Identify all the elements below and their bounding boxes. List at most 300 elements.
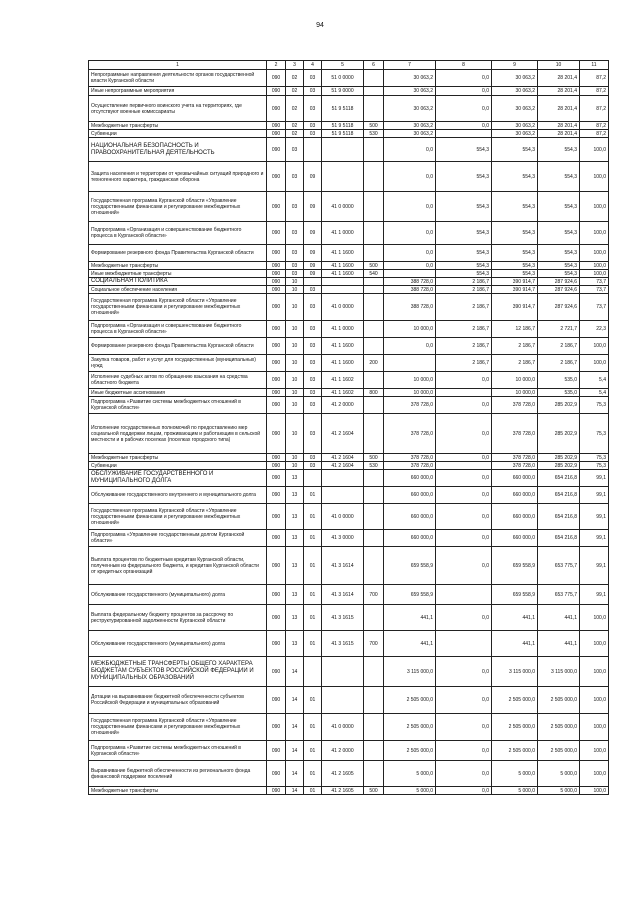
value-col-7: 378 728,0: [384, 462, 436, 470]
table-row: [89, 138, 609, 162]
value-col-10: 441,1: [538, 631, 580, 657]
code-section: 13: [286, 504, 304, 530]
value-col-11: 99,1: [580, 487, 609, 504]
code-subsection: 01: [304, 487, 322, 504]
row-name: Непрограммные направления деятельности органов государственной власти Курганской области: [89, 70, 267, 87]
value-col-11: 73,7: [580, 278, 609, 286]
value-col-11: 100,0: [580, 714, 609, 741]
value-col-8: 0,0: [436, 504, 492, 530]
code-subsection: 01: [304, 714, 322, 741]
value-col-8: 554,3: [436, 192, 492, 222]
table-row: [89, 294, 609, 321]
code-expense-type: 800: [364, 389, 384, 397]
table-row: [89, 245, 609, 262]
code-target: 41 1 1602: [322, 389, 364, 397]
code-expense-type: [364, 245, 384, 262]
row-name: Государственная программа Курганской области «Управление государственными финансами и регулирование межбюджетных отношений»: [89, 714, 267, 741]
row-name: Иные бюджетные ассигнования: [89, 389, 267, 397]
code-subsection: 03: [304, 87, 322, 96]
code-ministry: 090: [267, 70, 286, 87]
value-col-10: 2 505 000,0: [538, 714, 580, 741]
value-col-7: 388 728,0: [384, 278, 436, 286]
code-section: 02: [286, 130, 304, 138]
table-row: [89, 162, 609, 192]
table-row: [89, 130, 609, 138]
code-section: 10: [286, 372, 304, 389]
value-col-11: 99,1: [580, 547, 609, 585]
row-name: Государственная программа Курганской области «Управление государственными финансами и регулирование межбюджетных отношений»: [89, 192, 267, 222]
row-name: СОЦИАЛЬНАЯ ПОЛИТИКА: [89, 278, 267, 286]
value-col-7: 30 063,2: [384, 87, 436, 96]
value-col-9: 2 186,7: [492, 338, 538, 355]
row-name: Подпрограмма «Развитие системы межбюджетных отношений в Курганской области»: [89, 397, 267, 414]
code-section: 10: [286, 321, 304, 338]
code-subsection: [304, 470, 322, 487]
row-name: Государственная программа Курганской области «Управление государственными финансами и регулирование межбюджетных отношений»: [89, 504, 267, 530]
code-ministry: 090: [267, 470, 286, 487]
value-col-10: 535,0: [538, 372, 580, 389]
value-col-8: 2 186,7: [436, 286, 492, 294]
code-ministry: 090: [267, 122, 286, 130]
value-col-10: 5 000,0: [538, 787, 580, 795]
value-col-10: 653 775,7: [538, 547, 580, 585]
value-col-7: 0,0: [384, 338, 436, 355]
value-col-8: 2 186,7: [436, 321, 492, 338]
code-expense-type: 500: [364, 122, 384, 130]
value-col-7: 378 728,0: [384, 454, 436, 462]
value-col-9: 378 728,0: [492, 462, 538, 470]
code-section: 03: [286, 262, 304, 270]
table-row: [89, 355, 609, 372]
value-col-10: 287 924,6: [538, 294, 580, 321]
table-row: [89, 470, 609, 487]
code-target: 41 1 1600: [322, 245, 364, 262]
value-col-8: [436, 631, 492, 657]
row-name: Выплата процентов по бюджетным кредитам Курганской области, полученным из федерального бюджета, и кредитам Курганской области от кредитных организаций: [89, 547, 267, 585]
value-col-9: 660 000,0: [492, 470, 538, 487]
column-header: 2: [267, 61, 286, 70]
code-expense-type: [364, 286, 384, 294]
code-ministry: 090: [267, 372, 286, 389]
table-row: [89, 122, 609, 130]
code-section: 13: [286, 487, 304, 504]
code-section: 10: [286, 454, 304, 462]
code-ministry: 090: [267, 787, 286, 795]
value-col-10: 554,3: [538, 245, 580, 262]
code-section: 10: [286, 414, 304, 454]
value-col-10: 654 216,8: [538, 470, 580, 487]
code-target: [322, 487, 364, 504]
value-col-11: 100,0: [580, 138, 609, 162]
table-row: [89, 222, 609, 245]
row-name: Выравнивание бюджетной обеспеченности из регионального фонда финансовой поддержки поселений: [89, 761, 267, 787]
value-col-9: 554,3: [492, 138, 538, 162]
value-col-10: 3 115 000,0: [538, 657, 580, 687]
table-row: [89, 714, 609, 741]
code-target: 41 2 1604: [322, 414, 364, 454]
table-row: [89, 414, 609, 454]
value-col-11: 99,1: [580, 530, 609, 547]
value-col-10: 28 201,4: [538, 70, 580, 87]
value-col-8: [436, 585, 492, 605]
code-target: 51 0 0000: [322, 70, 364, 87]
code-target: [322, 162, 364, 192]
row-name: Межбюджетные трансферты: [89, 262, 267, 270]
value-col-9: 390 914,7: [492, 286, 538, 294]
code-expense-type: [364, 714, 384, 741]
value-col-11: 100,0: [580, 270, 609, 278]
table-row: [89, 87, 609, 96]
value-col-7: 10 000,0: [384, 321, 436, 338]
value-col-8: 554,3: [436, 222, 492, 245]
row-name: Осуществление первичного воинского учета на территориях, где отсутствуют военные комиссариаты: [89, 96, 267, 122]
value-col-11: 100,0: [580, 355, 609, 372]
value-col-10: 285 202,9: [538, 414, 580, 454]
value-col-8: 2 186,7: [436, 294, 492, 321]
value-col-7: 441,1: [384, 631, 436, 657]
value-col-10: 2 505 000,0: [538, 687, 580, 714]
row-name: ОБСЛУЖИВАНИЕ ГОСУДАРСТВЕННОГО И МУНИЦИПАЛЬНОГО ДОЛГА: [89, 470, 267, 487]
value-col-10: 554,3: [538, 270, 580, 278]
code-subsection: [304, 138, 322, 162]
code-target: [322, 657, 364, 687]
value-col-9: 30 063,2: [492, 130, 538, 138]
code-subsection: 03: [304, 338, 322, 355]
value-col-7: 5 000,0: [384, 787, 436, 795]
row-name: Выплата федеральному бюджету процентов за рассрочку по реструктурированной задолженности Курганской области: [89, 605, 267, 631]
code-expense-type: [364, 657, 384, 687]
row-name: Формирование резервного фонда Правительства Курганской области: [89, 338, 267, 355]
value-col-7: 659 558,9: [384, 547, 436, 585]
code-subsection: 03: [304, 355, 322, 372]
code-ministry: 090: [267, 397, 286, 414]
value-col-8: 0,0: [436, 414, 492, 454]
value-col-8: 0,0: [436, 761, 492, 787]
code-target: [322, 687, 364, 714]
code-target: 41 2 0000: [322, 397, 364, 414]
table-row: [89, 631, 609, 657]
code-subsection: [304, 278, 322, 286]
code-expense-type: [364, 741, 384, 761]
code-ministry: 090: [267, 321, 286, 338]
value-col-9: 5 000,0: [492, 787, 538, 795]
value-col-11: 87,2: [580, 130, 609, 138]
code-expense-type: [364, 222, 384, 245]
value-col-10: 535,0: [538, 389, 580, 397]
value-col-10: 554,3: [538, 138, 580, 162]
code-ministry: 090: [267, 657, 286, 687]
value-col-11: 99,1: [580, 470, 609, 487]
code-ministry: 090: [267, 162, 286, 192]
code-section: 02: [286, 96, 304, 122]
value-col-11: 100,0: [580, 245, 609, 262]
code-target: 51 9 5118: [322, 130, 364, 138]
code-expense-type: [364, 605, 384, 631]
code-subsection: 09: [304, 222, 322, 245]
code-expense-type: 700: [364, 631, 384, 657]
value-col-9: 554,3: [492, 162, 538, 192]
value-col-10: 654 216,8: [538, 530, 580, 547]
code-subsection: 03: [304, 130, 322, 138]
value-col-8: 0,0: [436, 530, 492, 547]
code-section: 02: [286, 70, 304, 87]
value-col-7: 2 505 000,0: [384, 741, 436, 761]
value-col-10: 287 924,6: [538, 286, 580, 294]
code-ministry: 090: [267, 530, 286, 547]
table-row: [89, 96, 609, 122]
code-target: 41 3 1615: [322, 605, 364, 631]
code-ministry: 090: [267, 222, 286, 245]
code-expense-type: [364, 504, 384, 530]
code-target: 41 1 0000: [322, 222, 364, 245]
table-row: [89, 338, 609, 355]
code-ministry: 090: [267, 96, 286, 122]
value-col-11: 87,2: [580, 96, 609, 122]
value-col-10: 554,3: [538, 162, 580, 192]
code-subsection: 01: [304, 530, 322, 547]
value-col-8: 0,0: [436, 687, 492, 714]
value-col-7: 378 728,0: [384, 414, 436, 454]
value-col-7: 388 728,0: [384, 294, 436, 321]
code-ministry: 090: [267, 286, 286, 294]
table-row: [89, 687, 609, 714]
code-section: 03: [286, 222, 304, 245]
value-col-11: 87,2: [580, 70, 609, 87]
value-col-7: 30 063,2: [384, 70, 436, 87]
row-name: Формирование резервного фонда Правительства Курганской области: [89, 245, 267, 262]
table-row: [89, 389, 609, 397]
value-col-11: 75,3: [580, 454, 609, 462]
column-header: 6: [364, 61, 384, 70]
code-target: 41 2 1605: [322, 787, 364, 795]
code-target: 41 3 1615: [322, 631, 364, 657]
code-target: 41 2 1604: [322, 454, 364, 462]
value-col-8: 0,0: [436, 372, 492, 389]
value-col-11: 100,0: [580, 192, 609, 222]
value-col-7: 660 000,0: [384, 487, 436, 504]
table-row: [89, 278, 609, 286]
value-col-10: 28 201,4: [538, 122, 580, 130]
code-ministry: 090: [267, 294, 286, 321]
code-target: 41 3 1614: [322, 547, 364, 585]
value-col-7: 441,1: [384, 605, 436, 631]
row-name: Защита населения и территории от чрезвычайных ситуаций природного и техногенного характера, гражданская оборона: [89, 162, 267, 192]
value-col-11: 100,0: [580, 338, 609, 355]
value-col-8: 0,0: [436, 787, 492, 795]
row-name: НАЦИОНАЛЬНАЯ БЕЗОПАСНОСТЬ И ПРАВООХРАНИТЕЛЬНАЯ ДЕЯТЕЛЬНОСТЬ: [89, 138, 267, 162]
code-subsection: 01: [304, 504, 322, 530]
code-subsection: 03: [304, 70, 322, 87]
code-section: 03: [286, 270, 304, 278]
row-name: Подпрограмма «Организация и совершенствование бюджетного процесса в Курганской области»: [89, 321, 267, 338]
table-row: [89, 530, 609, 547]
code-expense-type: 700: [364, 585, 384, 605]
row-name: Межбюджетные трансферты: [89, 122, 267, 130]
code-ministry: 090: [267, 338, 286, 355]
code-expense-type: [364, 761, 384, 787]
value-col-7: 2 505 000,0: [384, 687, 436, 714]
table-row: [89, 70, 609, 87]
code-subsection: 03: [304, 122, 322, 130]
value-col-9: 554,3: [492, 222, 538, 245]
code-target: 41 3 1614: [322, 585, 364, 605]
code-expense-type: [364, 138, 384, 162]
code-subsection: 03: [304, 321, 322, 338]
value-col-10: 2 186,7: [538, 355, 580, 372]
code-expense-type: [364, 414, 384, 454]
value-col-11: 100,0: [580, 687, 609, 714]
value-col-9: 660 000,0: [492, 504, 538, 530]
value-col-11: 73,7: [580, 286, 609, 294]
value-col-11: 99,1: [580, 585, 609, 605]
column-header: 11: [580, 61, 609, 70]
value-col-9: 390 914,7: [492, 278, 538, 286]
code-subsection: 09: [304, 270, 322, 278]
value-col-9: 3 115 000,0: [492, 657, 538, 687]
value-col-11: 100,0: [580, 605, 609, 631]
code-target: 41 2 1604: [322, 462, 364, 470]
value-col-10: 28 201,4: [538, 96, 580, 122]
table-row: [89, 605, 609, 631]
value-col-9: 378 728,0: [492, 414, 538, 454]
code-expense-type: [364, 547, 384, 585]
code-subsection: 03: [304, 462, 322, 470]
table-row: [89, 262, 609, 270]
code-expense-type: 530: [364, 462, 384, 470]
value-col-11: 75,3: [580, 397, 609, 414]
code-subsection: [304, 657, 322, 687]
code-section: 10: [286, 389, 304, 397]
row-name: Обслуживание государственного (муниципального) долга: [89, 585, 267, 605]
code-expense-type: [364, 530, 384, 547]
code-subsection: 03: [304, 294, 322, 321]
value-col-9: 441,1: [492, 605, 538, 631]
value-col-8: 0,0: [436, 547, 492, 585]
value-col-11: 100,0: [580, 631, 609, 657]
budget-table: [88, 60, 609, 795]
value-col-7: 10 000,0: [384, 372, 436, 389]
code-ministry: 090: [267, 462, 286, 470]
value-col-8: 0,0: [436, 714, 492, 741]
code-target: [322, 286, 364, 294]
code-ministry: 090: [267, 585, 286, 605]
code-section: 02: [286, 122, 304, 130]
code-target: [322, 470, 364, 487]
row-name: Субвенции: [89, 130, 267, 138]
value-col-8: [436, 130, 492, 138]
code-section: 03: [286, 162, 304, 192]
value-col-9: 554,3: [492, 270, 538, 278]
value-col-11: 87,2: [580, 122, 609, 130]
table-header-row: [89, 61, 609, 70]
value-col-10: 653 775,7: [538, 585, 580, 605]
code-target: 41 1 1600: [322, 270, 364, 278]
code-ministry: 090: [267, 130, 286, 138]
value-col-7: 0,0: [384, 192, 436, 222]
table-row: [89, 286, 609, 294]
code-subsection: 03: [304, 397, 322, 414]
code-expense-type: [364, 87, 384, 96]
code-subsection: 01: [304, 687, 322, 714]
value-col-8: 0,0: [436, 454, 492, 462]
value-col-10: 554,3: [538, 192, 580, 222]
table-row: [89, 487, 609, 504]
value-col-9: 12 186,7: [492, 321, 538, 338]
code-expense-type: [364, 162, 384, 192]
value-col-8: [436, 389, 492, 397]
value-col-9: 659 558,9: [492, 547, 538, 585]
value-col-7: 659 558,9: [384, 585, 436, 605]
code-expense-type: 500: [364, 787, 384, 795]
value-col-11: 5,4: [580, 389, 609, 397]
code-target: 51 9 5118: [322, 96, 364, 122]
column-header: 9: [492, 61, 538, 70]
value-col-9: 30 063,2: [492, 96, 538, 122]
row-name: Государственная программа Курганской области «Управление государственными финансами и регулирование межбюджетных отношений»: [89, 294, 267, 321]
row-name: Обслуживание государственного (муниципального) долга: [89, 631, 267, 657]
code-expense-type: [364, 294, 384, 321]
value-col-10: 28 201,4: [538, 87, 580, 96]
value-col-8: 2 186,7: [436, 278, 492, 286]
value-col-9: 378 728,0: [492, 397, 538, 414]
code-subsection: 01: [304, 605, 322, 631]
code-section: 13: [286, 585, 304, 605]
code-ministry: 090: [267, 414, 286, 454]
value-col-9: 378 728,0: [492, 454, 538, 462]
value-col-8: 0,0: [436, 470, 492, 487]
code-target: [322, 138, 364, 162]
value-col-8: 0,0: [436, 96, 492, 122]
code-section: 10: [286, 294, 304, 321]
code-target: 41 0 0000: [322, 192, 364, 222]
code-ministry: 090: [267, 87, 286, 96]
code-subsection: 01: [304, 741, 322, 761]
code-expense-type: 200: [364, 355, 384, 372]
column-header: 7: [384, 61, 436, 70]
code-subsection: 01: [304, 547, 322, 585]
code-subsection: 03: [304, 389, 322, 397]
code-expense-type: [364, 192, 384, 222]
value-col-8: 0,0: [436, 87, 492, 96]
row-name: Субвенции: [89, 462, 267, 470]
code-subsection: 03: [304, 454, 322, 462]
code-subsection: 09: [304, 162, 322, 192]
row-name: Обслуживание государственного внутреннего и муниципального долга: [89, 487, 267, 504]
code-ministry: 090: [267, 270, 286, 278]
code-section: 03: [286, 192, 304, 222]
value-col-9: 2 505 000,0: [492, 741, 538, 761]
value-col-9: 10 000,0: [492, 389, 538, 397]
value-col-9: 554,3: [492, 262, 538, 270]
column-header: 1: [89, 61, 267, 70]
table-row: [89, 657, 609, 687]
code-section: 03: [286, 245, 304, 262]
value-col-9: 5 000,0: [492, 761, 538, 787]
value-col-10: 2 721,7: [538, 321, 580, 338]
row-name: Межбюджетные трансферты: [89, 454, 267, 462]
value-col-7: 30 063,2: [384, 130, 436, 138]
table-row: [89, 761, 609, 787]
code-ministry: 090: [267, 454, 286, 462]
value-col-11: 100,0: [580, 741, 609, 761]
code-section: 10: [286, 286, 304, 294]
value-col-9: 660 000,0: [492, 487, 538, 504]
row-name: Дотации на выравнивание бюджетной обеспеченности субъектов Российской Федерации и муниципальных образований: [89, 687, 267, 714]
code-ministry: 090: [267, 605, 286, 631]
code-section: 02: [286, 87, 304, 96]
value-col-10: 2 505 000,0: [538, 741, 580, 761]
value-col-7: 0,0: [384, 138, 436, 162]
